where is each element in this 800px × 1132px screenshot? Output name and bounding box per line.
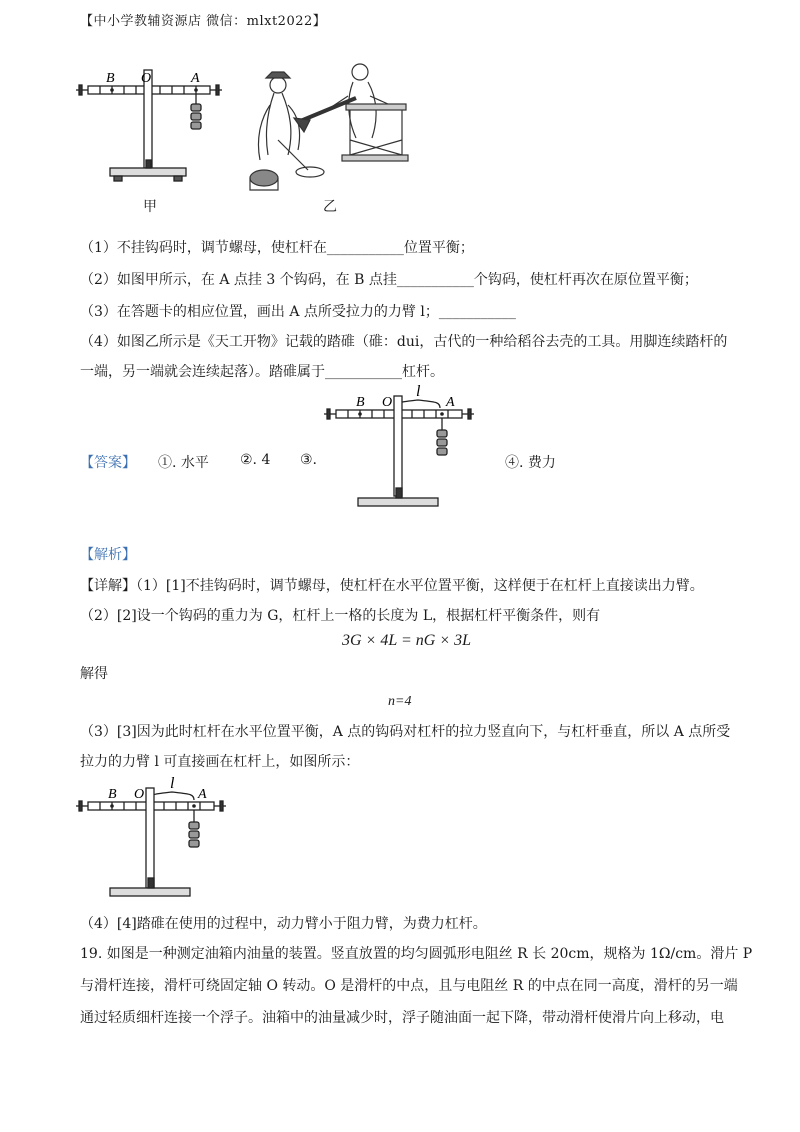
caption-yi: 乙 (323, 199, 337, 215)
analysis-label-l: l (170, 776, 175, 792)
question-3: （3）在答题卡的相应位置，画出 A 点所受拉力的力臂 l；___________ (80, 304, 516, 320)
analysis-para-1: 【详解】（1）[1]不挂钩码时，调节螺母，使杠杆在水平位置平衡，这样便于在杠杆上直接读出力臂。 (80, 578, 704, 594)
analysis-label-b: B (108, 787, 117, 802)
analysis-para-3b: 拉力的力臂 l 可直接画在杠杆上，如图所示： (80, 754, 360, 770)
answer-2: ②. 4 (240, 452, 271, 468)
label-a: A (191, 71, 200, 86)
result-n: n=4 (388, 694, 412, 709)
q19-line-1: 19. 如图是一种测定油箱内油量的装置。竖直放置的均匀圆弧形电阻丝 R 长 20cm，规格为 1Ω/cm。滑片 P (80, 946, 753, 962)
answer-label-b: B (356, 395, 365, 410)
answer-label-o: O (382, 395, 393, 410)
answer-4: ④. 费力 (505, 455, 556, 471)
label-b: B (106, 71, 115, 86)
question-1: （1）不挂钩码时，调节螺母，使杠杆在___________位置平衡； (80, 240, 474, 256)
question-2: （2）如图甲所示，在 A 点挂 3 个钩码，在 B 点挂___________个钩码，使杠杆再次在原位置平衡； (80, 272, 698, 288)
question-4-line2: 一端，另一端就会连续起落）。踏碓属于___________杠杆。 (80, 364, 444, 380)
label-o: O (141, 71, 152, 86)
analysis-para-2: （2）[2]设一个钩码的重力为 G，杠杆上一格的长度为 L，根据杠杆平衡条件，则有 (80, 608, 601, 624)
answer-label-l: l (416, 384, 421, 400)
analysis-label-o: O (134, 787, 145, 802)
answer-3: ③. (300, 452, 318, 468)
caption-jia: 甲 (143, 199, 157, 215)
answer-label-a: A (446, 395, 455, 410)
analysis-label-a: A (198, 787, 207, 802)
balance-formula: 3G × 4L = nG × 3L (342, 632, 472, 649)
answer-1: ①. 水平 (158, 455, 209, 471)
question-4-line1: （4）如图乙所示是《天工开物》记载的踏碓（碓：dui，古代的一种给稻谷去壳的工具。用脚连续踏杆的 (80, 334, 728, 350)
analysis-para-3a: （3）[3]因为此时杠杆在水平位置平衡，A 点的钩码对杠杆的拉力竖直向下，与杠杆垂直，所以 A 点所受 (80, 724, 731, 740)
tadui-illustration (238, 60, 413, 195)
lever-figure-jia (70, 60, 230, 190)
answer-lever-figure (318, 384, 480, 514)
analysis-lever-figure (70, 776, 232, 904)
analysis-label: 【解析】 (80, 547, 136, 563)
answer-label: 【答案】 (80, 455, 136, 471)
q19-line-3: 通过轻质细杆连接一个浮子。油箱中的油量减少时，浮子随油面一起下降，带动滑杆使滑片向上移动，电 (80, 1010, 724, 1026)
analysis-para-4: （4）[4]踏碓在使用的过程中，动力臂小于阻力臂，为费力杠杆。 (80, 916, 487, 932)
source-note: 【中小学教辅资源店 微信：mlxt2022】 (80, 14, 327, 29)
q19-line-2: 与滑杆连接，滑杆可绕固定轴 O 转动。O 是滑杆的中点，且与电阻丝 R 的中点在同一高度，滑杆的另一端 (80, 978, 738, 994)
solve-label: 解得 (80, 666, 108, 682)
